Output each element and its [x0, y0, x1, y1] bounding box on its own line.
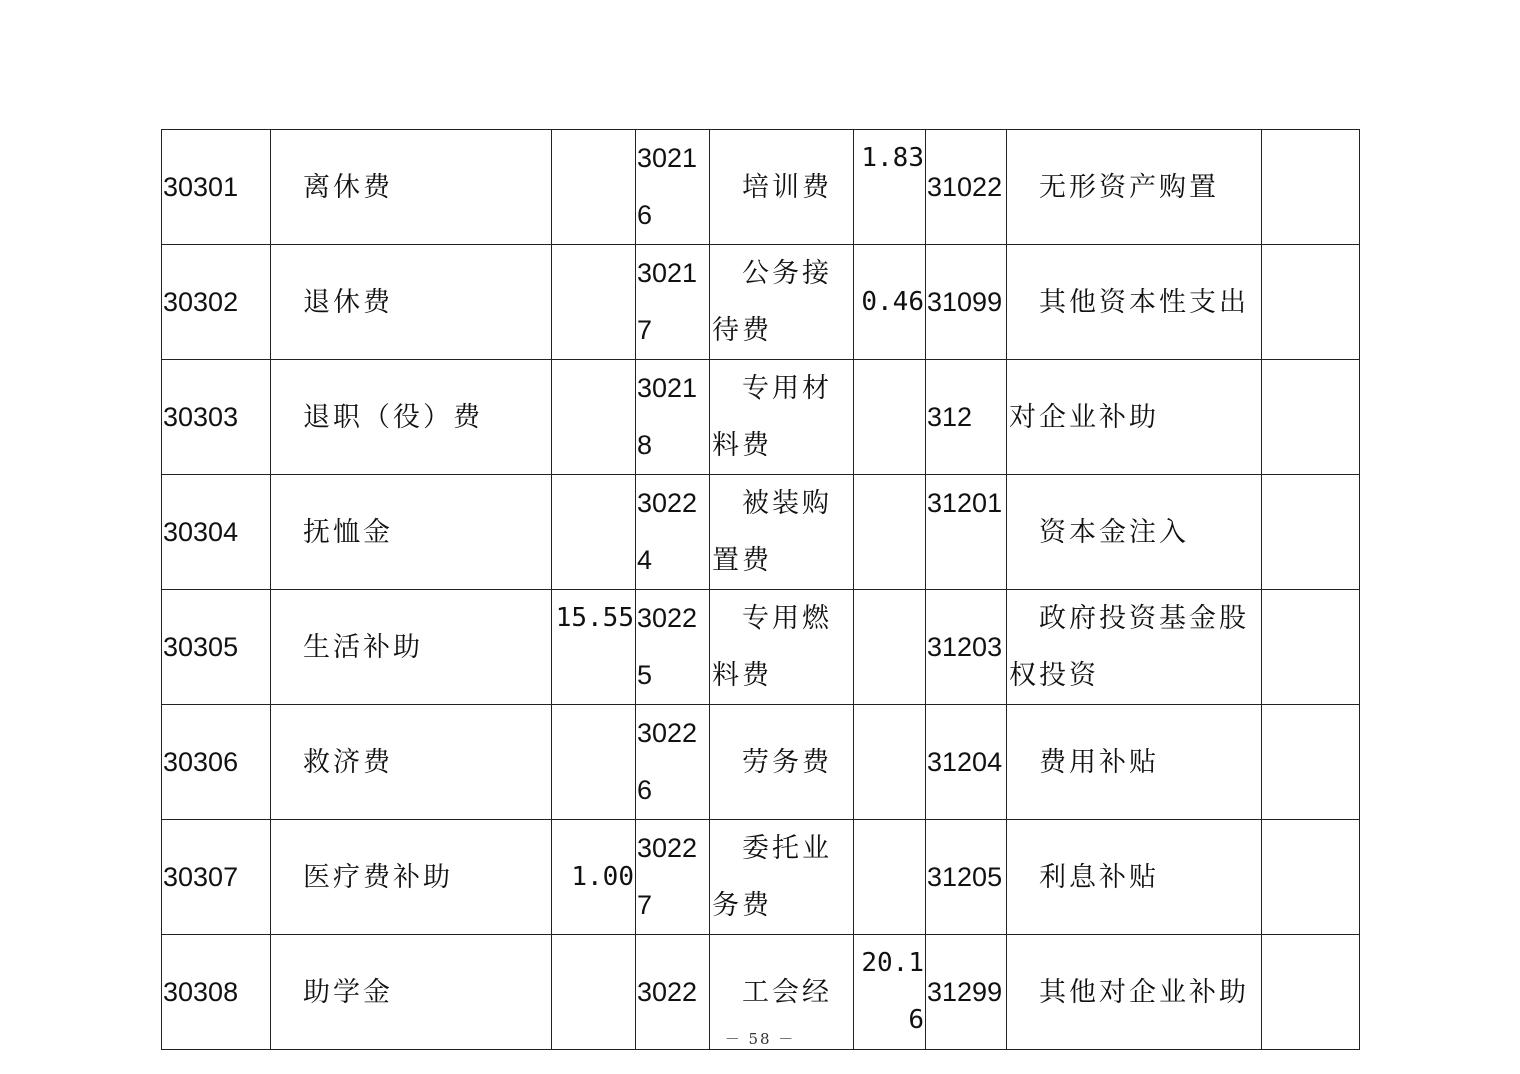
amount-cell: 0.46	[854, 245, 926, 360]
economic-code-cell: 31022	[926, 130, 1007, 245]
economic-code-cell: 30218	[636, 360, 710, 475]
item-name-cell: 退职（役）费	[271, 360, 552, 475]
item-name-cell: 资本金注入	[1007, 475, 1262, 590]
table-row	[162, 590, 1360, 705]
item-name-cell: 抚恤金	[271, 475, 552, 590]
item-name-cell: 医疗费补助	[271, 820, 552, 935]
item-name-cell: 离休费	[271, 130, 552, 245]
item-name-cell: 专用燃料费	[710, 590, 854, 705]
item-name-cell: 退休费	[271, 245, 552, 360]
economic-code-cell: 30302	[162, 245, 271, 360]
amount-cell	[552, 475, 636, 590]
economic-code-cell: 30216	[636, 130, 710, 245]
amount-cell	[854, 475, 926, 590]
item-name-cell: 其他对企业补助	[1007, 935, 1262, 1050]
economic-code-cell: 30305	[162, 590, 271, 705]
economic-code-cell: 30304	[162, 475, 271, 590]
table-row	[162, 475, 1360, 590]
item-name-cell: 委托业务费	[710, 820, 854, 935]
economic-code-cell: 30306	[162, 705, 271, 820]
economic-code-cell: 30226	[636, 705, 710, 820]
page-number: － 58 －	[724, 1030, 796, 1048]
table-row	[162, 130, 1360, 245]
economic-code-cell: 30301	[162, 130, 271, 245]
amount-cell: 1.00	[552, 820, 636, 935]
item-name-cell: 专用材料费	[710, 360, 854, 475]
economic-code-cell: 31099	[926, 245, 1007, 360]
amount-cell	[854, 590, 926, 705]
item-name-cell: 培训费	[710, 130, 854, 245]
economic-code-cell: 30227	[636, 820, 710, 935]
item-name-cell: 劳务费	[710, 705, 854, 820]
amount-cell	[1262, 590, 1360, 705]
economic-code-cell: 30308	[162, 935, 271, 1050]
item-name-cell: 对企业补助	[1007, 360, 1262, 475]
item-name-cell: 其他资本性支出	[1007, 245, 1262, 360]
amount-cell	[1262, 130, 1360, 245]
economic-code-cell: 3022	[636, 935, 710, 1050]
item-name-cell: 救济费	[271, 705, 552, 820]
item-name-cell: 利息补贴	[1007, 820, 1262, 935]
economic-code-cell: 31203	[926, 590, 1007, 705]
amount-cell	[1262, 245, 1360, 360]
amount-cell	[552, 360, 636, 475]
item-name-cell: 无形资产购置	[1007, 130, 1262, 245]
item-name-cell: 费用补贴	[1007, 705, 1262, 820]
economic-code-cell: 30224	[636, 475, 710, 590]
economic-code-cell: 30303	[162, 360, 271, 475]
amount-cell: 1.83	[854, 130, 926, 245]
economic-code-cell: 30217	[636, 245, 710, 360]
item-name-cell: 生活补助	[271, 590, 552, 705]
amount-cell	[854, 820, 926, 935]
amount-cell	[552, 130, 636, 245]
item-name-cell: 助学金	[271, 935, 552, 1050]
item-name-cell: 公务接待费	[710, 245, 854, 360]
amount-cell	[552, 245, 636, 360]
amount-cell	[1262, 705, 1360, 820]
amount-cell	[1262, 360, 1360, 475]
economic-code-cell: 30225	[636, 590, 710, 705]
economic-code-cell: 312	[926, 360, 1007, 475]
table-row	[162, 245, 1360, 360]
item-name-cell: 被装购置费	[710, 475, 854, 590]
table-row	[162, 820, 1360, 935]
amount-cell	[854, 360, 926, 475]
amount-cell: 15.55	[552, 590, 636, 705]
table-row	[162, 360, 1360, 475]
economic-code-cell: 31299	[926, 935, 1007, 1050]
amount-cell	[854, 705, 926, 820]
table-row	[162, 705, 1360, 820]
amount-cell	[552, 705, 636, 820]
item-name-cell: 政府投资基金股权投资	[1007, 590, 1262, 705]
amount-cell: 20.16	[854, 935, 926, 1050]
expenditure-table	[161, 129, 1360, 1050]
economic-code-cell: 31201	[926, 475, 1007, 590]
amount-cell	[1262, 475, 1360, 590]
economic-code-cell: 31205	[926, 820, 1007, 935]
amount-cell	[1262, 820, 1360, 935]
item-name-cell: 工会经	[710, 935, 854, 1050]
economic-code-cell: 30307	[162, 820, 271, 935]
economic-code-cell: 31204	[926, 705, 1007, 820]
